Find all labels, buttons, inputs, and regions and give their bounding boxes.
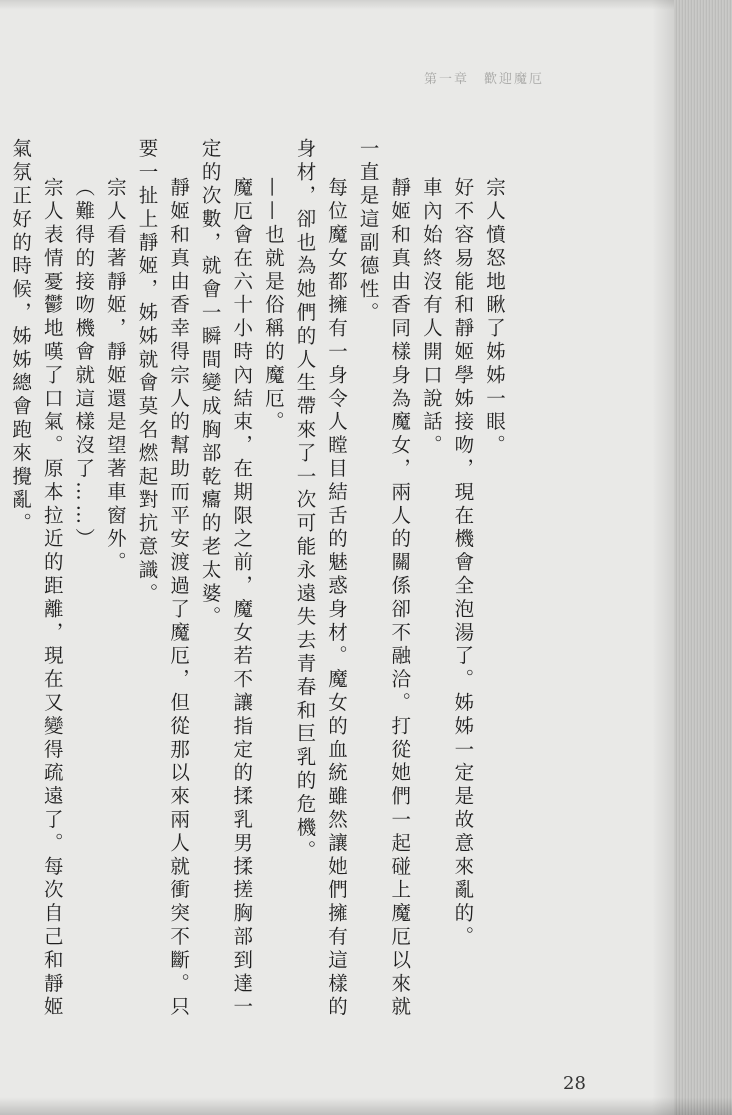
page-number: 28 — [563, 1073, 586, 1094]
paragraph: （難得的接吻機會就這樣沒了……） — [72, 177, 96, 552]
paragraph: 靜姬和真由香幸得宗人的幫助而平安渡過了魔厄，但從那以來兩人就衝突不斷。只要一扯上靜姬，姊姊就會莫名燃起對抗意識。 — [135, 138, 191, 1020]
paragraph — [0, 138, 5, 1038]
spine-shadow — [652, 0, 674, 1115]
top-shadow — [0, 0, 732, 10]
paragraph: 宗人看著靜姬，靜姬還是望著車窗外。 — [103, 177, 127, 575]
body-text — [0, 138, 510, 1038]
paragraph: 魔厄會在六十小時內結束，在期限之前，魔女若不讓指定的揉乳男揉搓胸部到達一定的次數，就會一瞬間變成胸部乾癟的老太婆。 — [198, 138, 254, 1020]
paragraph: 宗人表情憂鬱地嘆了口氣。原本拉近的距離，現在又變得疏遠了。每次自己和靜姬氣氛正好的時候，姊姊總會跑來攪亂。 — [9, 138, 64, 1020]
paragraph: 每位魔女都擁有一身令人瞠目結舌的魅惑身材。魔女的血統雖然讓她們擁有這樣的身材，卻也為她們的人生帶來了一次可能永遠失去青春和巨乳的危機。 — [293, 138, 349, 1020]
paragraph: ——也就是俗稱的魔厄。 — [261, 177, 285, 435]
paragraph: 好不容易能和靜姬學姊接吻，現在機會全泡湯了。姊姊一定是故意來亂的。 — [451, 177, 475, 950]
paragraph: 宗人憤怒地瞅了姊姊一眼。 — [483, 177, 506, 458]
running-head: 第一章 歡迎魔厄 — [424, 72, 545, 87]
page-edges — [674, 0, 732, 1115]
paragraph: 車內始終沒有人開口說話。 — [419, 177, 443, 458]
paragraph: 靜姬和真由香同樣身為魔女，兩人的關係卻不融洽。打從她們一起碰上魔厄以來就一直是這副德性。 — [356, 138, 412, 1020]
bottom-shadow — [0, 1097, 732, 1115]
